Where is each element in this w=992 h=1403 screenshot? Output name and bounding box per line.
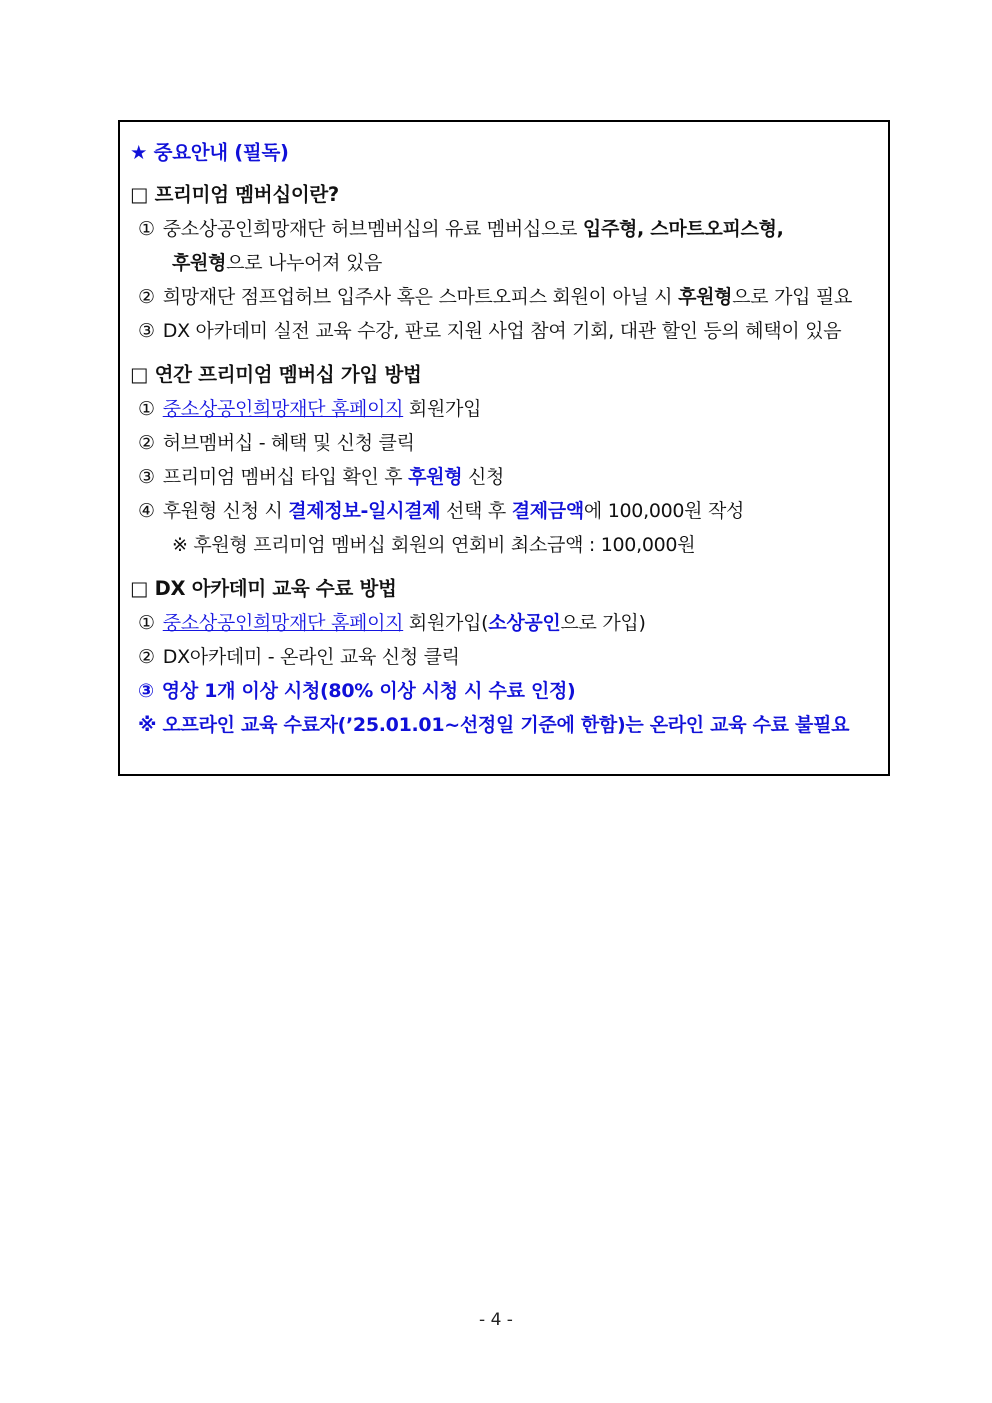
item-text: 으로 나누어져 있음 [226,252,383,274]
item-number: ① [138,398,155,420]
item-highlight-text: 결제금액 [511,500,584,522]
offline-completion-note: ※ 오프라인 교육 수료자(’25.01.01~선정일 기준에 한함)는 온라인 교육 수료 불필요 [138,714,850,736]
list-item [130,426,878,460]
item-number: ② [138,286,155,308]
list-item [130,606,878,640]
list-item-continuation [130,246,878,280]
item-text: DX 아카데미 실전 교육 수강, 판로 지원 사업 참여 기회, 대관 할인 등의 혜택이 있음 [162,320,842,342]
item-text: 허브멤버십 - 혜택 및 신청 클릭 [162,432,415,454]
important-notice-box [118,120,890,776]
item-bold-text: 입주형, 스마트오피스형, [582,218,784,240]
item-text: 중소상공인희망재단 허브멤버십의 유료 멤버십으로 [162,218,583,240]
section-heading-annual-membership: □ 연간 프리미엄 멤버십 가입 방법 [130,363,422,386]
item-text: 에 100,000원 작성 [583,500,745,522]
section-heading-dx-academy: □ DX 아카데미 교육 수료 방법 [130,577,397,600]
item-text: 선택 후 [440,500,512,522]
list-item [130,640,878,674]
item-number: ③ [138,680,154,702]
item-number: ③ [138,466,155,488]
item-number: ① [138,612,155,634]
list-item [130,280,878,314]
item-text: 희망재단 점프업허브 입주사 혹은 스마트오피스 회원이 아닐 시 [162,286,679,308]
item-text: 영상 1개 이상 시청(80% 이상 시청 시 수료 인정) [161,680,576,702]
page-number: - 4 - [479,1310,513,1330]
homepage-link[interactable]: 중소상공인희망재단 홈페이지 [162,398,404,420]
item-text: 으로 가입) [560,612,646,634]
item-text: DX아카데미 - 온라인 교육 신청 클릭 [162,646,460,668]
homepage-link[interactable]: 중소상공인희망재단 홈페이지 [162,612,404,634]
item-number: ① [138,218,155,240]
item-bold-text: 후원형 [172,252,227,274]
item-number: ② [138,646,155,668]
list-item [130,674,878,708]
item-text: 회원가입( [403,612,489,634]
item-text: 으로 가입 필요 [732,286,853,308]
item-number: ④ [138,500,155,522]
item-text: 회원가입 [403,398,482,420]
item-highlight-text: 소상공인 [488,612,561,634]
item-highlight-text: 결제정보-일시결제 [288,500,441,522]
notice-title: ★ 중요안내 (필독) [130,141,289,164]
item-bold-text: 후원형 [678,286,733,308]
list-item [130,392,878,426]
item-text: 신청 [462,466,505,488]
list-item [130,460,878,494]
item-number: ② [138,432,155,454]
section-heading-premium-membership: □ 프리미엄 멤버십이란? [130,183,339,206]
item-text: 프리미엄 멤버십 타입 확인 후 [162,466,409,488]
list-item [130,212,878,246]
list-item [130,314,878,348]
item-number: ③ [138,320,155,342]
item-text: 후원형 신청 시 [162,500,289,522]
item-highlight-text: 후원형 [408,466,463,488]
list-item [130,494,878,528]
membership-fee-note: ※ 후원형 프리미엄 멤버십 회원의 연회비 최소금액 : 100,000원 [172,534,696,556]
